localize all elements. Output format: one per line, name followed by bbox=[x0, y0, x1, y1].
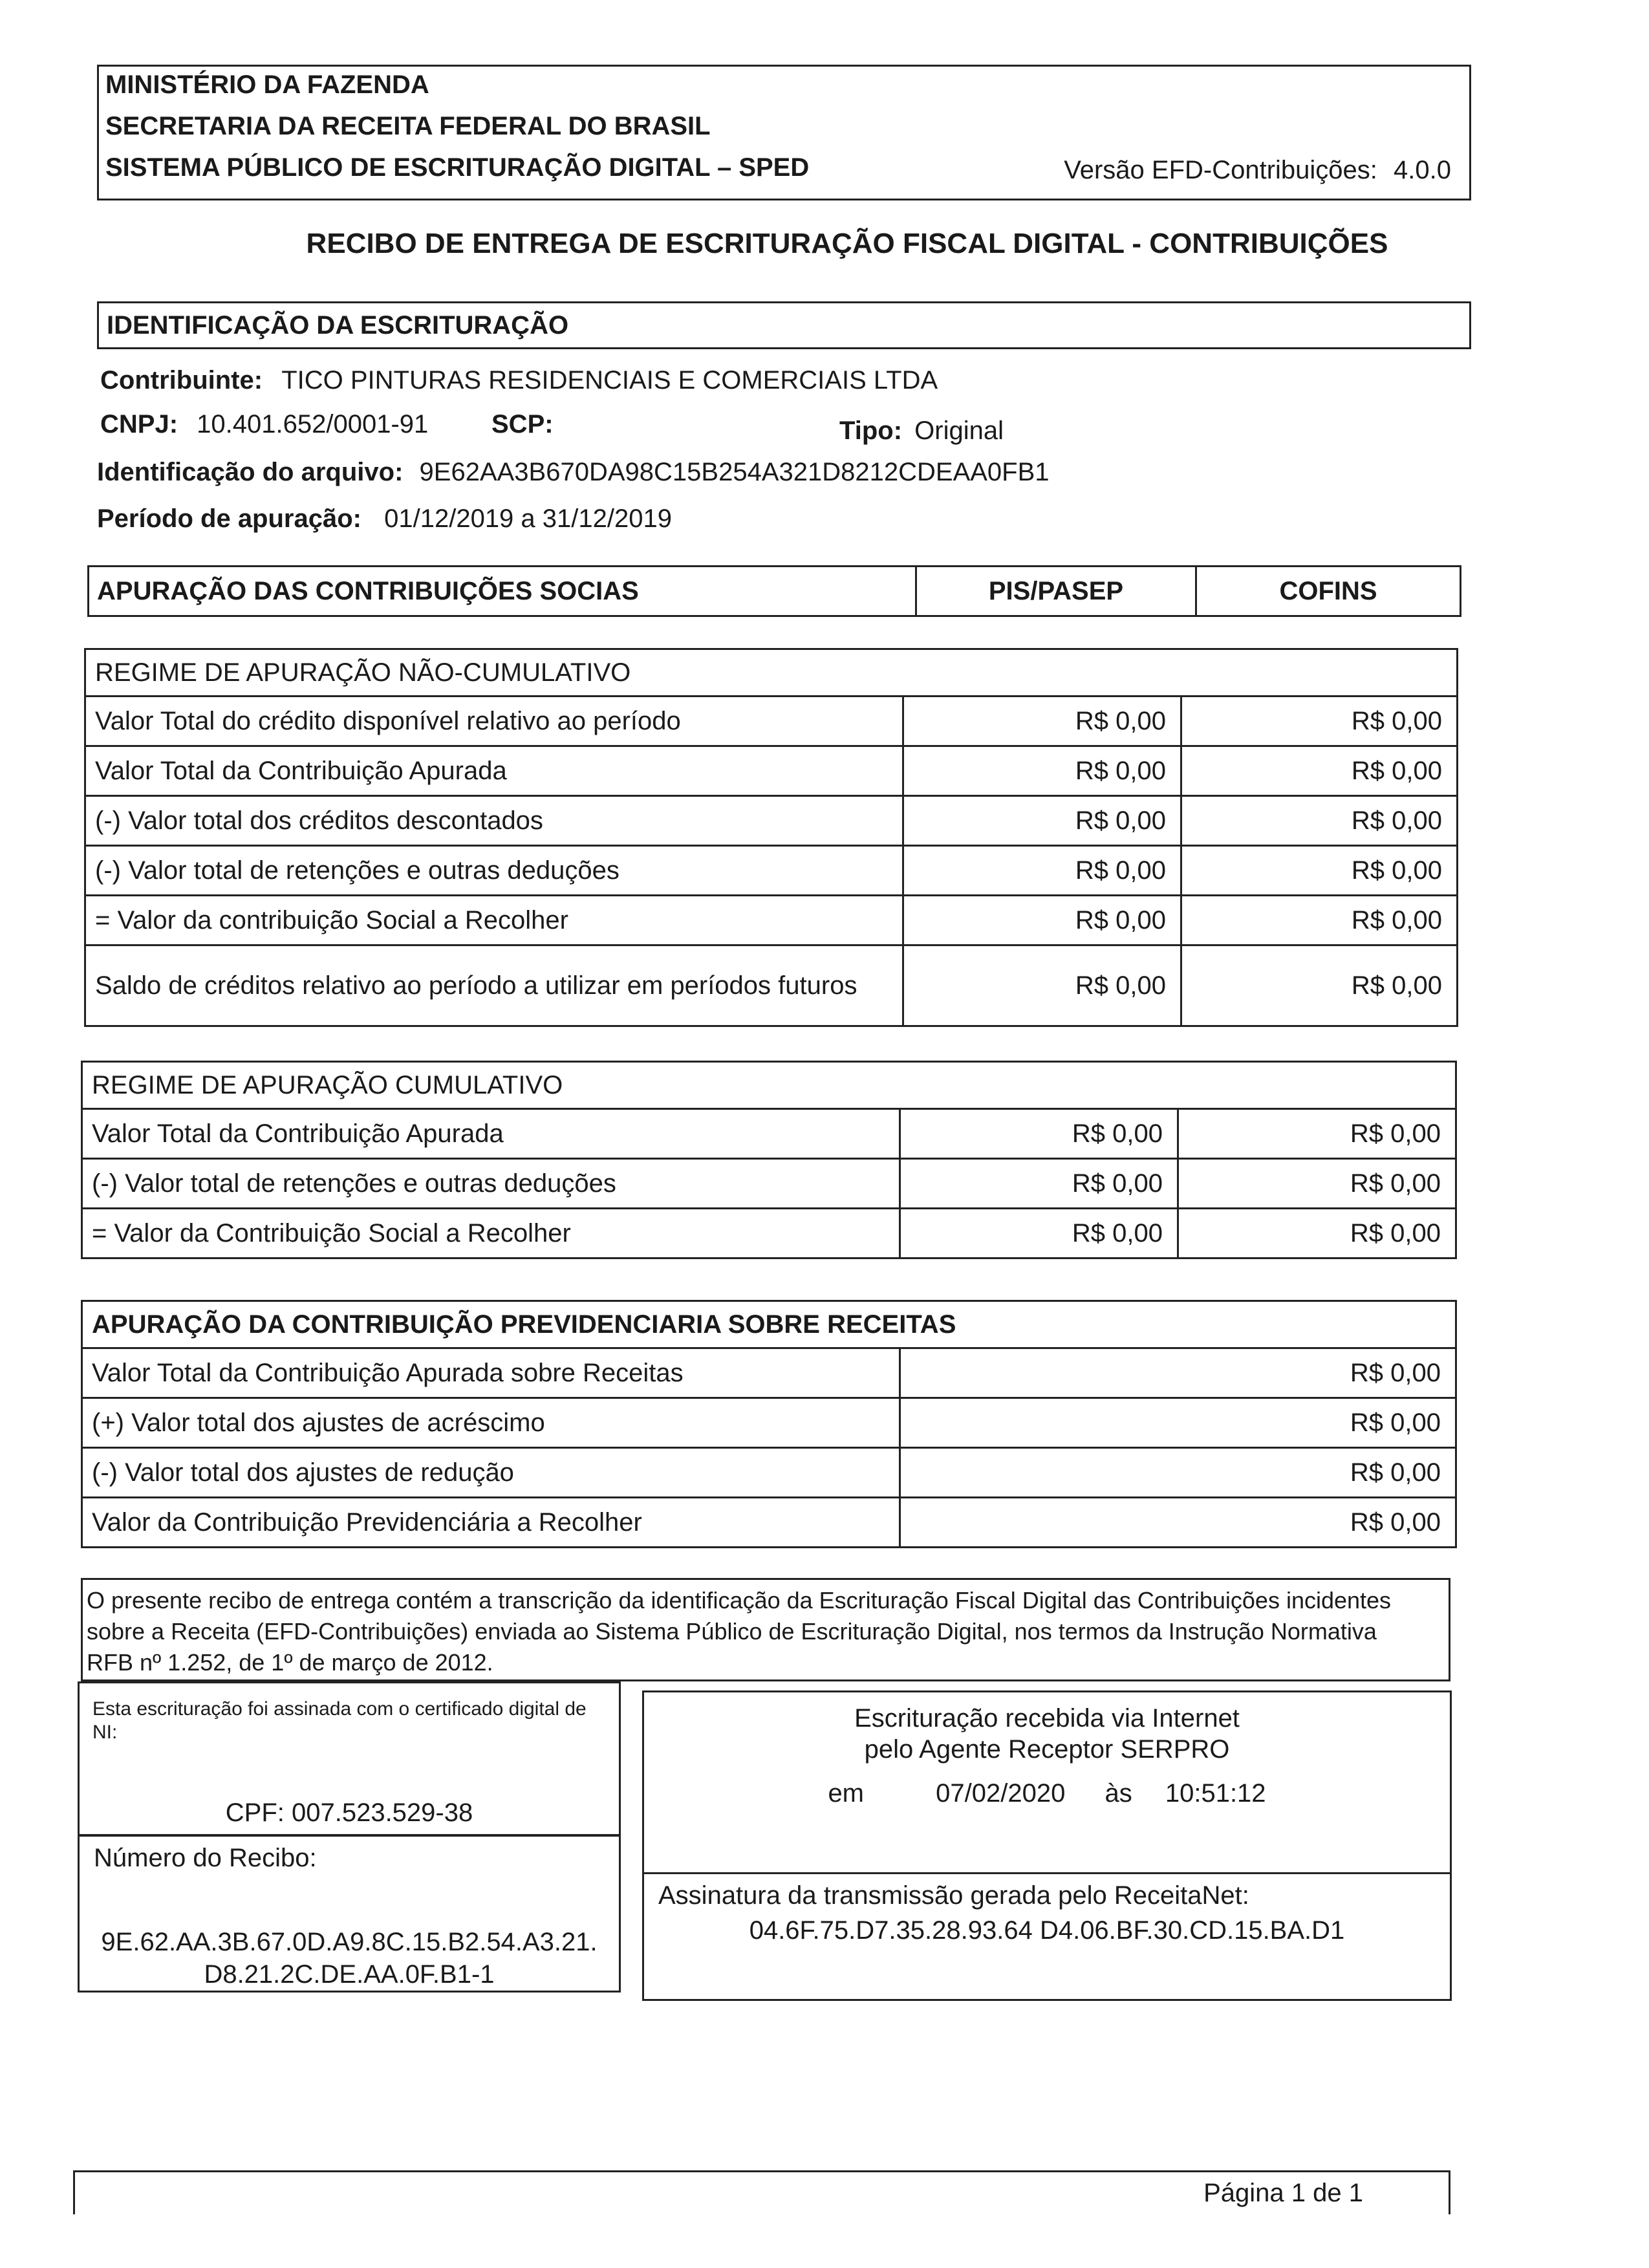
table-row bbox=[85, 796, 1458, 846]
nao-cumulativo-title: REGIME DE APURAÇÃO NÃO-CUMULATIVO bbox=[85, 649, 1458, 697]
receipt-number-label: Número do Recibo: bbox=[94, 1844, 317, 1872]
table-row bbox=[82, 1348, 1456, 1398]
col-header-cofins: COFINS bbox=[1279, 576, 1377, 605]
version-info bbox=[1064, 156, 1451, 185]
contribuinte-value: TICO PINTURAS RESIDENCIAIS E COMERCIAIS LTDA bbox=[281, 366, 938, 394]
periodo-label: Período de apuração: bbox=[97, 504, 361, 533]
page-number: Página 1 de 1 bbox=[1203, 2179, 1363, 2207]
row-label: (-) Valor total de retenções e outras deduções bbox=[85, 846, 903, 896]
tipo-value: Original bbox=[914, 416, 1004, 445]
legal-note-line: O presente recibo de entrega contém a transcrição da identificação da Escrituração Fiscal Digital das Contribuições incidentes bbox=[87, 1587, 1392, 1614]
transmission-signature-value: 04.6F.75.D7.35.28.93.64 D4.06.BF.30.CD.15.BA.D1 bbox=[749, 1916, 1345, 1945]
cofins-value: R$ 0,00 bbox=[1181, 746, 1458, 796]
table-row bbox=[82, 1498, 1456, 1548]
table-row bbox=[82, 1448, 1456, 1498]
receipt-number-line2: D8.21.2C.DE.AA.0F.B1-1 bbox=[204, 1960, 495, 1989]
pis-value: R$ 0,00 bbox=[900, 1109, 1178, 1159]
tipo-field bbox=[839, 416, 1004, 446]
arquivo-field bbox=[97, 458, 1050, 487]
as-label: às bbox=[1105, 1779, 1132, 1808]
row-value: R$ 0,00 bbox=[900, 1398, 1456, 1448]
secretariat-name: SECRETARIA DA RECEITA FEDERAL DO BRASIL bbox=[105, 112, 711, 140]
reception-datetime bbox=[644, 1779, 1450, 1808]
previdenciaria-title: APURAÇÃO DA CONTRIBUIÇÃO PREVIDENCIARIA SOBRE RECEITAS bbox=[82, 1301, 1456, 1348]
table-row bbox=[82, 1398, 1456, 1448]
table-row bbox=[85, 697, 1458, 746]
divider bbox=[644, 1872, 1450, 1874]
cumulativo-title: REGIME DE APURAÇÃO CUMULATIVO bbox=[82, 1062, 1456, 1109]
periodo-value: 01/12/2019 a 31/12/2019 bbox=[384, 504, 672, 533]
row-label: (-) Valor total dos créditos descontados bbox=[85, 796, 903, 846]
periodo-field bbox=[97, 504, 672, 534]
system-name: SISTEMA PÚBLICO DE ESCRITURAÇÃO DIGITAL – SPED bbox=[105, 153, 810, 182]
row-value: R$ 0,00 bbox=[900, 1498, 1456, 1548]
arquivo-label: Identificação do arquivo: bbox=[97, 458, 404, 486]
col-header-pis: PIS/PASEP bbox=[917, 567, 1197, 615]
ministry-name: MINISTÉRIO DA FAZENDA bbox=[105, 70, 429, 99]
reception-line1: Escrituração recebida via Internet bbox=[854, 1704, 1240, 1733]
pis-value: R$ 0,00 bbox=[903, 896, 1181, 945]
scp-field bbox=[491, 410, 554, 439]
legal-note-line: sobre a Receita (EFD-Contribuições) enviada ao Sistema Público de Escrituração Digital, nos termos da Instrução Normativa bbox=[87, 1618, 1377, 1645]
legal-note-line: RFB nº 1.252, de 1º de março de 2012. bbox=[87, 1649, 493, 1676]
table-row bbox=[82, 1159, 1456, 1209]
row-label: Valor Total da Contribuição Apurada sobre Receitas bbox=[82, 1348, 900, 1398]
pis-value: R$ 0,00 bbox=[903, 945, 1181, 1026]
table-row bbox=[85, 896, 1458, 945]
row-label: Valor Total da Contribuição Apurada bbox=[82, 1109, 900, 1159]
scp-label: SCP: bbox=[491, 410, 554, 438]
nao-cumulativo-table bbox=[84, 648, 1458, 1027]
transmission-signature-label: Assinatura da transmissão gerada pelo ReceitaNet: bbox=[658, 1881, 1249, 1910]
signer-cpf: CPF: 007.523.529-38 bbox=[225, 1798, 473, 1827]
row-label: (-) Valor total de retenções e outras deduções bbox=[82, 1159, 900, 1209]
row-label: = Valor da contribuição Social a Recolher bbox=[85, 896, 903, 945]
contribuinte-field bbox=[100, 366, 938, 395]
signature-box bbox=[78, 1681, 621, 1837]
document-title: RECIBO DE ENTREGA DE ESCRITURAÇÃO FISCAL DIGITAL - CONTRIBUIÇÕES bbox=[306, 228, 1388, 259]
cofins-value: R$ 0,00 bbox=[1181, 697, 1458, 746]
pis-value: R$ 0,00 bbox=[900, 1209, 1178, 1258]
reception-date: 07/02/2020 bbox=[936, 1779, 1066, 1808]
row-label: Valor da Contribuição Previdenciária a Recolher bbox=[82, 1498, 900, 1548]
cofins-value: R$ 0,00 bbox=[1178, 1109, 1456, 1159]
legal-note bbox=[81, 1578, 1450, 1681]
summary-header bbox=[87, 565, 1461, 617]
version-value: 4.0.0 bbox=[1394, 156, 1451, 184]
pis-value: R$ 0,00 bbox=[903, 746, 1181, 796]
cofins-value: R$ 0,00 bbox=[1178, 1209, 1456, 1258]
version-label: Versão EFD-Contribuições: bbox=[1064, 156, 1377, 184]
pis-value: R$ 0,00 bbox=[903, 796, 1181, 846]
summary-title: APURAÇÃO DAS CONTRIBUIÇÕES SOCIAS bbox=[89, 567, 917, 615]
row-label: Valor Total da Contribuição Apurada bbox=[85, 746, 903, 796]
cnpj-field bbox=[100, 410, 428, 439]
receipt-number-box bbox=[78, 1834, 621, 1993]
previdenciaria-table bbox=[81, 1300, 1457, 1548]
receipt-number-line1: 9E.62.AA.3B.67.0D.A9.8C.15.B2.54.A3.21. bbox=[101, 1928, 598, 1956]
table-row bbox=[82, 1209, 1456, 1258]
row-label: Saldo de créditos relativo ao período a utilizar em períodos futuros bbox=[85, 945, 903, 1026]
signature-intro: Esta escrituração foi assinada com o certificado digital de NI: bbox=[92, 1698, 587, 1743]
em-label: em bbox=[828, 1779, 865, 1808]
reception-line2: pelo Agente Receptor SERPRO bbox=[864, 1735, 1230, 1764]
table-row bbox=[85, 846, 1458, 896]
cofins-value: R$ 0,00 bbox=[1181, 896, 1458, 945]
cofins-value: R$ 0,00 bbox=[1181, 846, 1458, 896]
pis-value: R$ 0,00 bbox=[903, 697, 1181, 746]
reception-box bbox=[642, 1690, 1452, 2001]
cofins-value: R$ 0,00 bbox=[1178, 1159, 1456, 1209]
table-row bbox=[85, 945, 1458, 1026]
cnpj-label: CNPJ: bbox=[100, 410, 178, 438]
row-label: = Valor da Contribuição Social a Recolher bbox=[82, 1209, 900, 1258]
row-value: R$ 0,00 bbox=[900, 1448, 1456, 1498]
row-label: (-) Valor total dos ajustes de redução bbox=[82, 1448, 900, 1498]
pis-value: R$ 0,00 bbox=[900, 1159, 1178, 1209]
row-label: Valor Total do crédito disponível relativo ao período bbox=[85, 697, 903, 746]
tipo-label: Tipo: bbox=[839, 416, 903, 445]
row-label: (+) Valor total dos ajustes de acréscimo bbox=[82, 1398, 900, 1448]
pis-value: R$ 0,00 bbox=[903, 846, 1181, 896]
cofins-value: R$ 0,00 bbox=[1181, 945, 1458, 1026]
contribuinte-label: Contribuinte: bbox=[100, 366, 263, 394]
reception-time: 10:51:12 bbox=[1165, 1779, 1266, 1808]
document-header bbox=[97, 65, 1471, 200]
cofins-value: R$ 0,00 bbox=[1181, 796, 1458, 846]
cnpj-value: 10.401.652/0001-91 bbox=[197, 410, 429, 438]
cumulativo-table bbox=[81, 1061, 1457, 1259]
table-row bbox=[82, 1109, 1456, 1159]
table-row bbox=[85, 746, 1458, 796]
row-value: R$ 0,00 bbox=[900, 1348, 1456, 1398]
identification-section-title: IDENTIFICAÇÃO DA ESCRITURAÇÃO bbox=[97, 301, 1471, 349]
page-footer bbox=[73, 2170, 1450, 2214]
arquivo-value: 9E62AA3B670DA98C15B254A321D8212CDEAA0FB1 bbox=[419, 458, 1050, 486]
